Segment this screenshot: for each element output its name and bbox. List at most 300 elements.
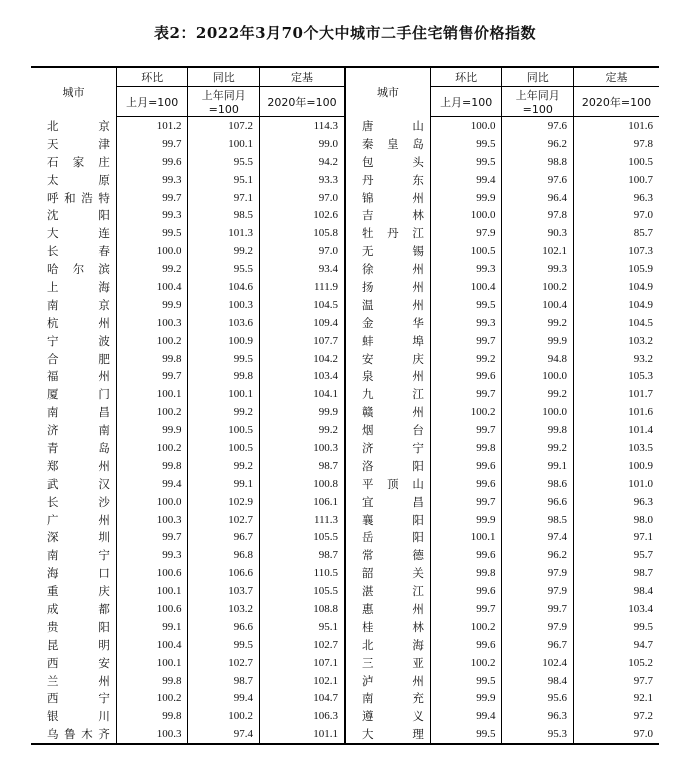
base-cell: 99.0 (260, 135, 345, 153)
mom-cell: 99.6 (430, 475, 502, 493)
table-row (31, 511, 659, 529)
city-cell: 昆明 (47, 637, 110, 652)
mom-cell: 99.7 (430, 421, 502, 439)
table-row (31, 367, 659, 385)
yoy-cell: 102.7 (188, 511, 260, 529)
city-cell: 合肥 (47, 351, 110, 366)
table-row (31, 260, 659, 278)
base-cell: 97.7 (574, 672, 660, 690)
yoy-cell: 96.6 (502, 493, 574, 511)
header-hb: 环比 (116, 67, 188, 87)
base-cell: 106.1 (260, 493, 345, 511)
table-row (31, 618, 659, 636)
base-cell: 98.7 (574, 564, 660, 582)
mom-cell: 100.1 (116, 654, 188, 672)
city-cell: 平顶山 (345, 475, 430, 493)
table-row (31, 636, 659, 654)
city-cell: 金华 (345, 314, 430, 332)
mom-cell: 100.2 (430, 654, 502, 672)
city-cell: 福州 (47, 369, 110, 384)
yoy-cell: 96.6 (188, 618, 260, 636)
city-cell: 石家庄 (47, 154, 110, 169)
table-row (31, 242, 659, 260)
base-cell: 96.3 (574, 189, 660, 207)
yoy-cell: 96.4 (502, 189, 574, 207)
city-cell: 沈阳 (47, 208, 110, 223)
yoy-cell: 99.5 (188, 636, 260, 654)
base-cell: 102.7 (260, 636, 345, 654)
mom-cell: 100.3 (116, 314, 188, 332)
yoy-cell: 99.9 (502, 332, 574, 350)
mom-cell: 99.7 (116, 528, 188, 546)
city-cell: 兰州 (47, 673, 110, 688)
base-cell: 107.3 (574, 242, 660, 260)
yoy-cell: 102.7 (188, 654, 260, 672)
mom-cell: 99.7 (430, 332, 502, 350)
mom-cell: 100.2 (116, 332, 188, 350)
yoy-cell: 100.5 (188, 421, 260, 439)
mom-cell: 99.7 (430, 385, 502, 403)
base-cell: 110.5 (260, 564, 345, 582)
table-row (31, 189, 659, 207)
yoy-cell: 99.2 (188, 403, 260, 421)
city-cell: 遵义 (345, 707, 430, 725)
mom-cell: 99.2 (116, 260, 188, 278)
header-hb-base: 上月=100 (430, 87, 502, 117)
base-cell: 101.1 (260, 725, 345, 744)
mom-cell: 100.0 (116, 493, 188, 511)
yoy-cell: 104.6 (188, 278, 260, 296)
mom-cell: 99.5 (430, 153, 502, 171)
city-cell: 呼和浩特 (47, 190, 110, 205)
yoy-cell: 97.9 (502, 564, 574, 582)
mom-cell: 99.8 (430, 439, 502, 457)
base-cell: 105.5 (260, 582, 345, 600)
base-cell: 93.3 (260, 171, 345, 189)
yoy-cell: 94.8 (502, 350, 574, 368)
city-cell: 襄阳 (345, 511, 430, 529)
mom-cell: 100.3 (116, 511, 188, 529)
base-cell: 109.4 (260, 314, 345, 332)
table-row (31, 206, 659, 224)
yoy-cell: 102.9 (188, 493, 260, 511)
yoy-cell: 103.7 (188, 582, 260, 600)
yoy-cell: 103.6 (188, 314, 260, 332)
yoy-cell: 99.1 (188, 475, 260, 493)
base-cell: 101.4 (574, 421, 660, 439)
header-tb: 同比 (188, 67, 260, 87)
mom-cell: 100.0 (430, 206, 502, 224)
mom-cell: 100.0 (116, 242, 188, 260)
mom-cell: 99.3 (116, 206, 188, 224)
mom-cell: 100.1 (116, 582, 188, 600)
yoy-cell: 99.2 (502, 314, 574, 332)
city-cell: 湛江 (345, 582, 430, 600)
base-cell: 114.3 (260, 117, 345, 135)
base-cell: 103.4 (260, 367, 345, 385)
base-cell: 97.0 (574, 725, 660, 744)
yoy-cell: 103.2 (188, 600, 260, 618)
yoy-cell: 102.1 (502, 242, 574, 260)
city-cell: 锦州 (345, 189, 430, 207)
header-dj-base: 2020年=100 (574, 87, 660, 117)
city-cell: 济南 (47, 423, 110, 438)
city-cell: 安庆 (345, 350, 430, 368)
base-cell: 101.0 (574, 475, 660, 493)
base-cell: 104.7 (260, 690, 345, 708)
mom-cell: 99.6 (430, 582, 502, 600)
city-cell: 徐州 (345, 260, 430, 278)
city-cell: 南京 (47, 297, 110, 312)
base-cell: 103.4 (574, 600, 660, 618)
header-hb-base: 上月=100 (116, 87, 188, 117)
city-cell: 温州 (345, 296, 430, 314)
base-cell: 103.2 (574, 332, 660, 350)
mom-cell: 99.8 (116, 707, 188, 725)
city-cell: 南昌 (47, 405, 110, 420)
yoy-cell: 95.1 (188, 171, 260, 189)
table-row (31, 582, 659, 600)
base-cell: 105.8 (260, 224, 345, 242)
base-cell: 106.3 (260, 707, 345, 725)
base-cell: 105.5 (260, 528, 345, 546)
base-cell: 98.4 (574, 582, 660, 600)
city-cell: 泉州 (345, 367, 430, 385)
yoy-cell: 99.4 (188, 690, 260, 708)
city-cell: 重庆 (47, 584, 110, 599)
mom-cell: 100.4 (430, 278, 502, 296)
yoy-cell: 99.2 (502, 385, 574, 403)
mom-cell: 99.5 (430, 135, 502, 153)
city-cell: 杭州 (47, 315, 110, 330)
city-cell: 牡丹江 (345, 224, 430, 242)
table-row (31, 171, 659, 189)
city-cell: 哈尔滨 (47, 262, 110, 277)
base-cell: 99.5 (574, 618, 660, 636)
mom-cell: 99.9 (116, 296, 188, 314)
yoy-cell: 95.6 (502, 690, 574, 708)
mom-cell: 99.7 (430, 600, 502, 618)
mom-cell: 99.7 (430, 493, 502, 511)
city-cell: 赣州 (345, 403, 430, 421)
table-row (31, 457, 659, 475)
mom-cell: 100.3 (116, 725, 188, 744)
city-cell: 贵阳 (47, 619, 110, 634)
city-cell: 常德 (345, 546, 430, 564)
mom-cell: 100.4 (116, 278, 188, 296)
city-cell: 上海 (47, 279, 110, 294)
yoy-cell: 98.5 (502, 511, 574, 529)
mom-cell: 100.2 (430, 403, 502, 421)
table-row (31, 135, 659, 153)
base-cell: 102.1 (260, 672, 345, 690)
mom-cell: 99.9 (116, 421, 188, 439)
yoy-cell: 97.4 (188, 725, 260, 744)
yoy-cell: 96.7 (502, 636, 574, 654)
yoy-cell: 95.5 (188, 153, 260, 171)
yoy-cell: 100.3 (188, 296, 260, 314)
mom-cell: 99.3 (430, 260, 502, 278)
city-cell: 蚌埠 (345, 332, 430, 350)
city-cell: 武汉 (47, 476, 110, 491)
city-cell: 成都 (47, 601, 110, 616)
city-cell: 长春 (47, 244, 110, 259)
table-body (31, 117, 659, 745)
base-cell: 102.6 (260, 206, 345, 224)
mom-cell: 99.9 (430, 690, 502, 708)
table-row (31, 600, 659, 618)
yoy-cell: 97.4 (502, 528, 574, 546)
yoy-cell: 96.2 (502, 135, 574, 153)
table-row (31, 421, 659, 439)
table-row (31, 725, 659, 744)
header-dj: 定基 (574, 67, 660, 87)
base-cell: 100.7 (574, 171, 660, 189)
base-cell: 105.3 (574, 367, 660, 385)
city-cell: 九江 (345, 385, 430, 403)
mom-cell: 100.1 (430, 528, 502, 546)
city-cell: 银川 (47, 709, 110, 724)
table-row (31, 332, 659, 350)
base-cell: 100.3 (260, 439, 345, 457)
table-row (31, 117, 659, 135)
header-hb: 环比 (430, 67, 502, 87)
header-dj: 定基 (260, 67, 345, 87)
base-cell: 100.8 (260, 475, 345, 493)
mom-cell: 99.3 (116, 546, 188, 564)
city-cell: 秦皇岛 (345, 135, 430, 153)
mom-cell: 99.5 (430, 672, 502, 690)
table-row (31, 224, 659, 242)
mom-cell: 100.6 (116, 600, 188, 618)
yoy-cell: 90.3 (502, 224, 574, 242)
yoy-cell: 99.8 (502, 421, 574, 439)
yoy-cell: 98.8 (502, 153, 574, 171)
table-row (31, 439, 659, 457)
mom-cell: 99.5 (430, 725, 502, 744)
city-cell: 桂林 (345, 618, 430, 636)
city-cell: 烟台 (345, 421, 430, 439)
table-row (31, 672, 659, 690)
price-index-table (31, 66, 659, 745)
mom-cell: 100.1 (116, 385, 188, 403)
city-cell: 南充 (345, 690, 430, 708)
city-cell: 洛阳 (345, 457, 430, 475)
city-cell: 长沙 (47, 494, 110, 509)
mom-cell: 99.1 (116, 618, 188, 636)
table-row (31, 546, 659, 564)
city-cell: 韶关 (345, 564, 430, 582)
base-cell: 93.4 (260, 260, 345, 278)
city-cell: 北京 (47, 118, 110, 133)
yoy-cell: 97.1 (188, 189, 260, 207)
city-cell: 天津 (47, 136, 110, 151)
table-row (31, 475, 659, 493)
mom-cell: 99.6 (430, 636, 502, 654)
mom-cell: 99.6 (116, 153, 188, 171)
table-row (31, 296, 659, 314)
yoy-cell: 96.2 (502, 546, 574, 564)
yoy-cell: 98.7 (188, 672, 260, 690)
city-cell: 南宁 (47, 548, 110, 563)
yoy-cell: 100.1 (188, 385, 260, 403)
yoy-cell: 99.7 (502, 600, 574, 618)
base-cell: 100.5 (574, 153, 660, 171)
base-cell: 98.0 (574, 511, 660, 529)
city-cell: 广州 (47, 512, 110, 527)
yoy-cell: 98.6 (502, 475, 574, 493)
base-cell: 99.9 (260, 403, 345, 421)
header-tb-base: 上年同月=100 (188, 87, 260, 117)
table-row (31, 314, 659, 332)
yoy-cell: 97.9 (502, 618, 574, 636)
yoy-cell: 100.2 (502, 278, 574, 296)
yoy-cell: 100.9 (188, 332, 260, 350)
yoy-cell: 99.5 (188, 350, 260, 368)
yoy-cell: 98.5 (188, 206, 260, 224)
yoy-cell: 100.1 (188, 135, 260, 153)
city-cell: 北海 (345, 636, 430, 654)
table-header (31, 67, 659, 117)
base-cell: 96.3 (574, 493, 660, 511)
base-cell: 98.7 (260, 457, 345, 475)
yoy-cell: 107.2 (188, 117, 260, 135)
table-row (31, 690, 659, 708)
city-cell: 宁波 (47, 333, 110, 348)
yoy-cell: 99.2 (502, 439, 574, 457)
table-row (31, 493, 659, 511)
base-cell: 107.7 (260, 332, 345, 350)
table-row (31, 153, 659, 171)
yoy-cell: 100.5 (188, 439, 260, 457)
base-cell: 97.1 (574, 528, 660, 546)
mom-cell: 99.2 (430, 350, 502, 368)
base-cell: 95.7 (574, 546, 660, 564)
header-tb-base: 上年同月=100 (502, 87, 574, 117)
base-cell: 98.7 (260, 546, 345, 564)
header-city: 城市 (31, 67, 116, 117)
city-cell: 青岛 (47, 440, 110, 455)
city-cell: 宜昌 (345, 493, 430, 511)
yoy-cell: 97.9 (502, 582, 574, 600)
base-cell: 111.9 (260, 278, 345, 296)
mom-cell: 99.6 (430, 457, 502, 475)
table-row (31, 707, 659, 725)
mom-cell: 100.2 (116, 403, 188, 421)
mom-cell: 99.8 (116, 672, 188, 690)
base-cell: 103.5 (574, 439, 660, 457)
yoy-cell: 99.1 (502, 457, 574, 475)
city-cell: 三亚 (345, 654, 430, 672)
page-title: 表2：2022年3月70个大中城市二手住宅销售价格指数 (154, 24, 536, 42)
city-cell: 深圳 (47, 530, 110, 545)
mom-cell: 99.4 (116, 475, 188, 493)
yoy-cell: 106.6 (188, 564, 260, 582)
city-cell: 无锡 (345, 242, 430, 260)
mom-cell: 99.8 (116, 457, 188, 475)
mom-cell: 97.9 (430, 224, 502, 242)
city-cell: 西安 (47, 655, 110, 670)
yoy-cell: 100.2 (188, 707, 260, 725)
mom-cell: 99.7 (116, 367, 188, 385)
table-row (31, 350, 659, 368)
mom-cell: 99.8 (430, 564, 502, 582)
base-cell: 104.9 (574, 296, 660, 314)
base-cell: 104.9 (574, 278, 660, 296)
base-cell: 95.1 (260, 618, 345, 636)
yoy-cell: 100.0 (502, 403, 574, 421)
yoy-cell: 96.7 (188, 528, 260, 546)
mom-cell: 99.7 (116, 189, 188, 207)
base-cell: 104.5 (574, 314, 660, 332)
yoy-cell: 99.2 (188, 457, 260, 475)
table-row (31, 564, 659, 582)
mom-cell: 100.0 (430, 117, 502, 135)
base-cell: 97.2 (574, 707, 660, 725)
city-cell: 西宁 (47, 691, 110, 706)
city-cell: 乌鲁木齐 (31, 725, 116, 744)
mom-cell: 100.2 (116, 439, 188, 457)
mom-cell: 99.4 (430, 171, 502, 189)
base-cell: 108.8 (260, 600, 345, 618)
yoy-cell: 96.3 (502, 707, 574, 725)
city-cell: 济宁 (345, 439, 430, 457)
yoy-cell: 101.3 (188, 224, 260, 242)
base-cell: 85.7 (574, 224, 660, 242)
mom-cell: 100.6 (116, 564, 188, 582)
city-cell: 吉林 (345, 206, 430, 224)
yoy-cell: 95.5 (188, 260, 260, 278)
base-cell: 101.7 (574, 385, 660, 403)
city-cell: 厦门 (47, 387, 110, 402)
base-cell: 99.2 (260, 421, 345, 439)
mom-cell: 99.6 (430, 546, 502, 564)
table-row (31, 278, 659, 296)
mom-cell: 99.4 (430, 707, 502, 725)
base-cell: 94.2 (260, 153, 345, 171)
base-cell: 100.9 (574, 457, 660, 475)
yoy-cell: 97.8 (502, 206, 574, 224)
header-dj-base: 2020年=100 (260, 87, 345, 117)
base-cell: 111.3 (260, 511, 345, 529)
base-cell: 107.1 (260, 654, 345, 672)
header-tb: 同比 (502, 67, 574, 87)
header-city: 城市 (345, 67, 430, 117)
base-cell: 104.2 (260, 350, 345, 368)
mom-cell: 100.5 (430, 242, 502, 260)
mom-cell: 99.5 (116, 224, 188, 242)
mom-cell: 100.2 (116, 690, 188, 708)
city-cell: 唐山 (345, 117, 430, 135)
yoy-cell: 99.2 (188, 242, 260, 260)
mom-cell: 99.6 (430, 367, 502, 385)
yoy-cell: 100.0 (502, 367, 574, 385)
city-cell: 郑州 (47, 458, 110, 473)
table-row (31, 403, 659, 421)
yoy-cell: 99.8 (188, 367, 260, 385)
mom-cell: 100.4 (116, 636, 188, 654)
yoy-cell: 97.6 (502, 171, 574, 189)
table-row (31, 654, 659, 672)
mom-cell: 99.8 (116, 350, 188, 368)
city-cell: 惠州 (345, 600, 430, 618)
base-cell: 101.6 (574, 403, 660, 421)
table-row (31, 528, 659, 546)
base-cell: 104.5 (260, 296, 345, 314)
yoy-cell: 97.6 (502, 117, 574, 135)
yoy-cell: 100.4 (502, 296, 574, 314)
base-cell: 97.0 (260, 242, 345, 260)
